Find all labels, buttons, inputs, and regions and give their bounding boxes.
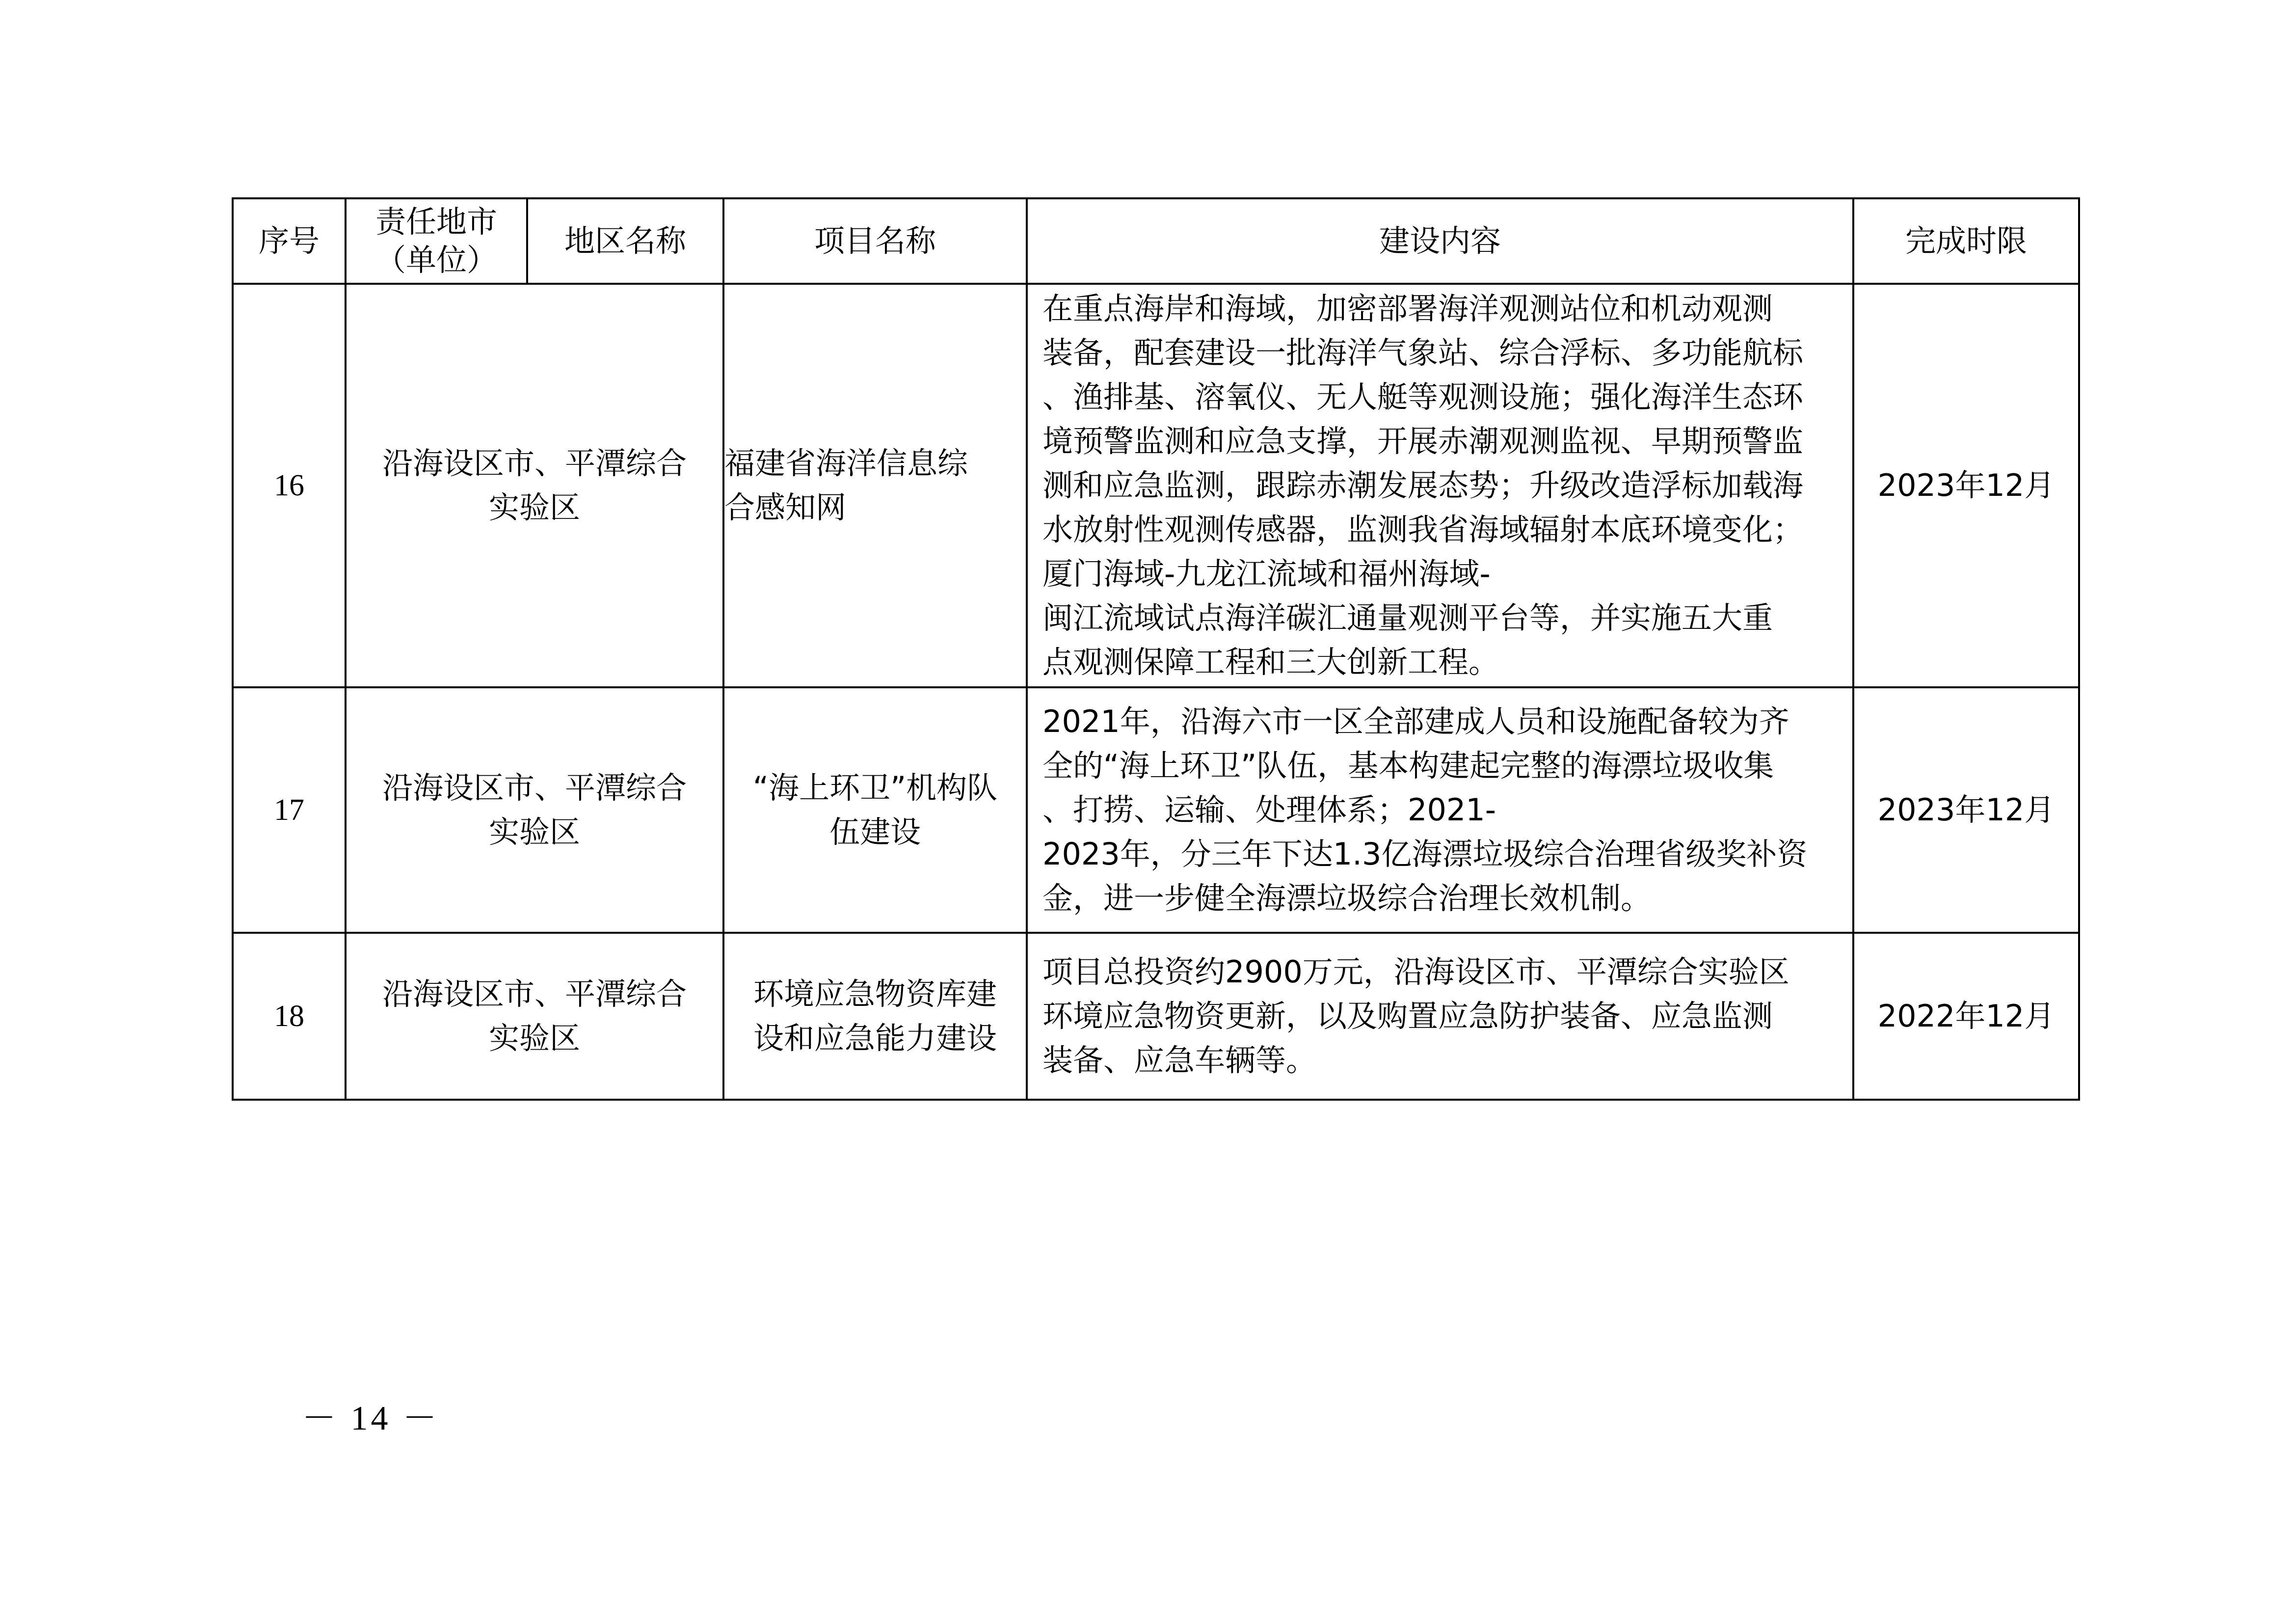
deadline-cell — [1853, 933, 2079, 1100]
header-seq — [233, 198, 346, 284]
content-cell — [1027, 284, 1853, 687]
seq-cell — [233, 284, 346, 687]
seq-value: 16 — [274, 469, 304, 502]
header-construction-content-label: 建设内容 — [1379, 223, 1501, 259]
header-construction-content — [1027, 198, 1853, 284]
page-number: － 14 － — [302, 1400, 440, 1437]
project-table — [232, 197, 2080, 1101]
region-cell — [346, 687, 723, 933]
project-value: 环境应急物资库建 设和应急能力建设 — [753, 976, 997, 1056]
content-value: 2021年，沿海六市一区全部建成人员和设施配备较为齐 全的“海上环卫”队伍，基本构建起完整的海漂垃圾收集 、打捞、运输、处理体系；2021- 2023年，分三年下达1.3亿海漂垃圾综合治理省级奖补资 金，进一步健全海漂垃圾综合治理长效机制。 — [1042, 704, 1808, 916]
header-deadline — [1853, 198, 2079, 284]
project-value: 福建省海洋信息综 合感知网 — [724, 445, 968, 525]
region-value: 沿海设区市、平潭综合 实验区 — [382, 445, 687, 525]
deadline-cell — [1853, 284, 2079, 687]
deadline-cell — [1853, 687, 2079, 933]
seq-value: 17 — [274, 793, 304, 827]
project-value: “海上环卫”机构队 伍建设 — [752, 770, 998, 850]
seq-cell — [233, 933, 346, 1100]
header-region-name-label: 地区名称 — [564, 223, 686, 259]
deadline-value: 2022年12月 — [1877, 998, 2055, 1034]
table-row — [233, 284, 2079, 687]
table-row — [233, 687, 2079, 933]
header-responsible-city — [346, 198, 527, 284]
header-deadline-label: 完成时限 — [1905, 223, 2027, 259]
header-project-name — [723, 198, 1027, 284]
region-cell — [346, 284, 723, 687]
content-cell — [1027, 933, 1853, 1100]
content-cell — [1027, 687, 1853, 933]
deadline-value: 2023年12月 — [1877, 467, 2055, 503]
table-row — [233, 933, 2079, 1100]
region-value: 沿海设区市、平潭综合 实验区 — [382, 976, 687, 1056]
content-value: 项目总投资约2900万元，沿海设区市、平潭综合实验区 环境应急物资更新，以及购置应急防护装备、应急监测 装备、应急车辆等。 — [1042, 954, 1789, 1078]
header-seq-label: 序号 — [258, 223, 320, 259]
project-cell — [723, 933, 1027, 1100]
table-header-row — [233, 198, 2079, 284]
header-project-name-label: 项目名称 — [814, 223, 936, 259]
region-cell — [346, 933, 723, 1100]
header-responsible-city-label: 责任地市 （单位） — [375, 204, 497, 278]
seq-cell — [233, 687, 346, 933]
deadline-value: 2023年12月 — [1877, 792, 2055, 828]
content-value: 在重点海岸和海域，加密部署海洋观测站位和机动观测 装备，配套建设一批海洋气象站、综合浮标、多功能航标 、渔排基、溶氧仪、无人艇等观测设施；强化海洋生态环 境预警监测和应急支撑，开展赤潮观测监视、早期预警监 测和应急监测，跟踪赤潮发展态势；升级改造浮标加载海 水放射性观测传感器，监测我省海域辐射本底环境变化； 厦门海域-九龙江流域和福州海域- 闽江流域试点海洋碳汇通量观测平台等，并实施五大重 点观测保障工程和三大创新工程。 — [1042, 291, 1804, 680]
region-value: 沿海设区市、平潭综合 实验区 — [382, 770, 687, 850]
project-cell — [723, 687, 1027, 933]
header-region-name — [527, 198, 723, 284]
seq-value: 18 — [274, 1000, 304, 1033]
project-cell — [723, 284, 1027, 687]
